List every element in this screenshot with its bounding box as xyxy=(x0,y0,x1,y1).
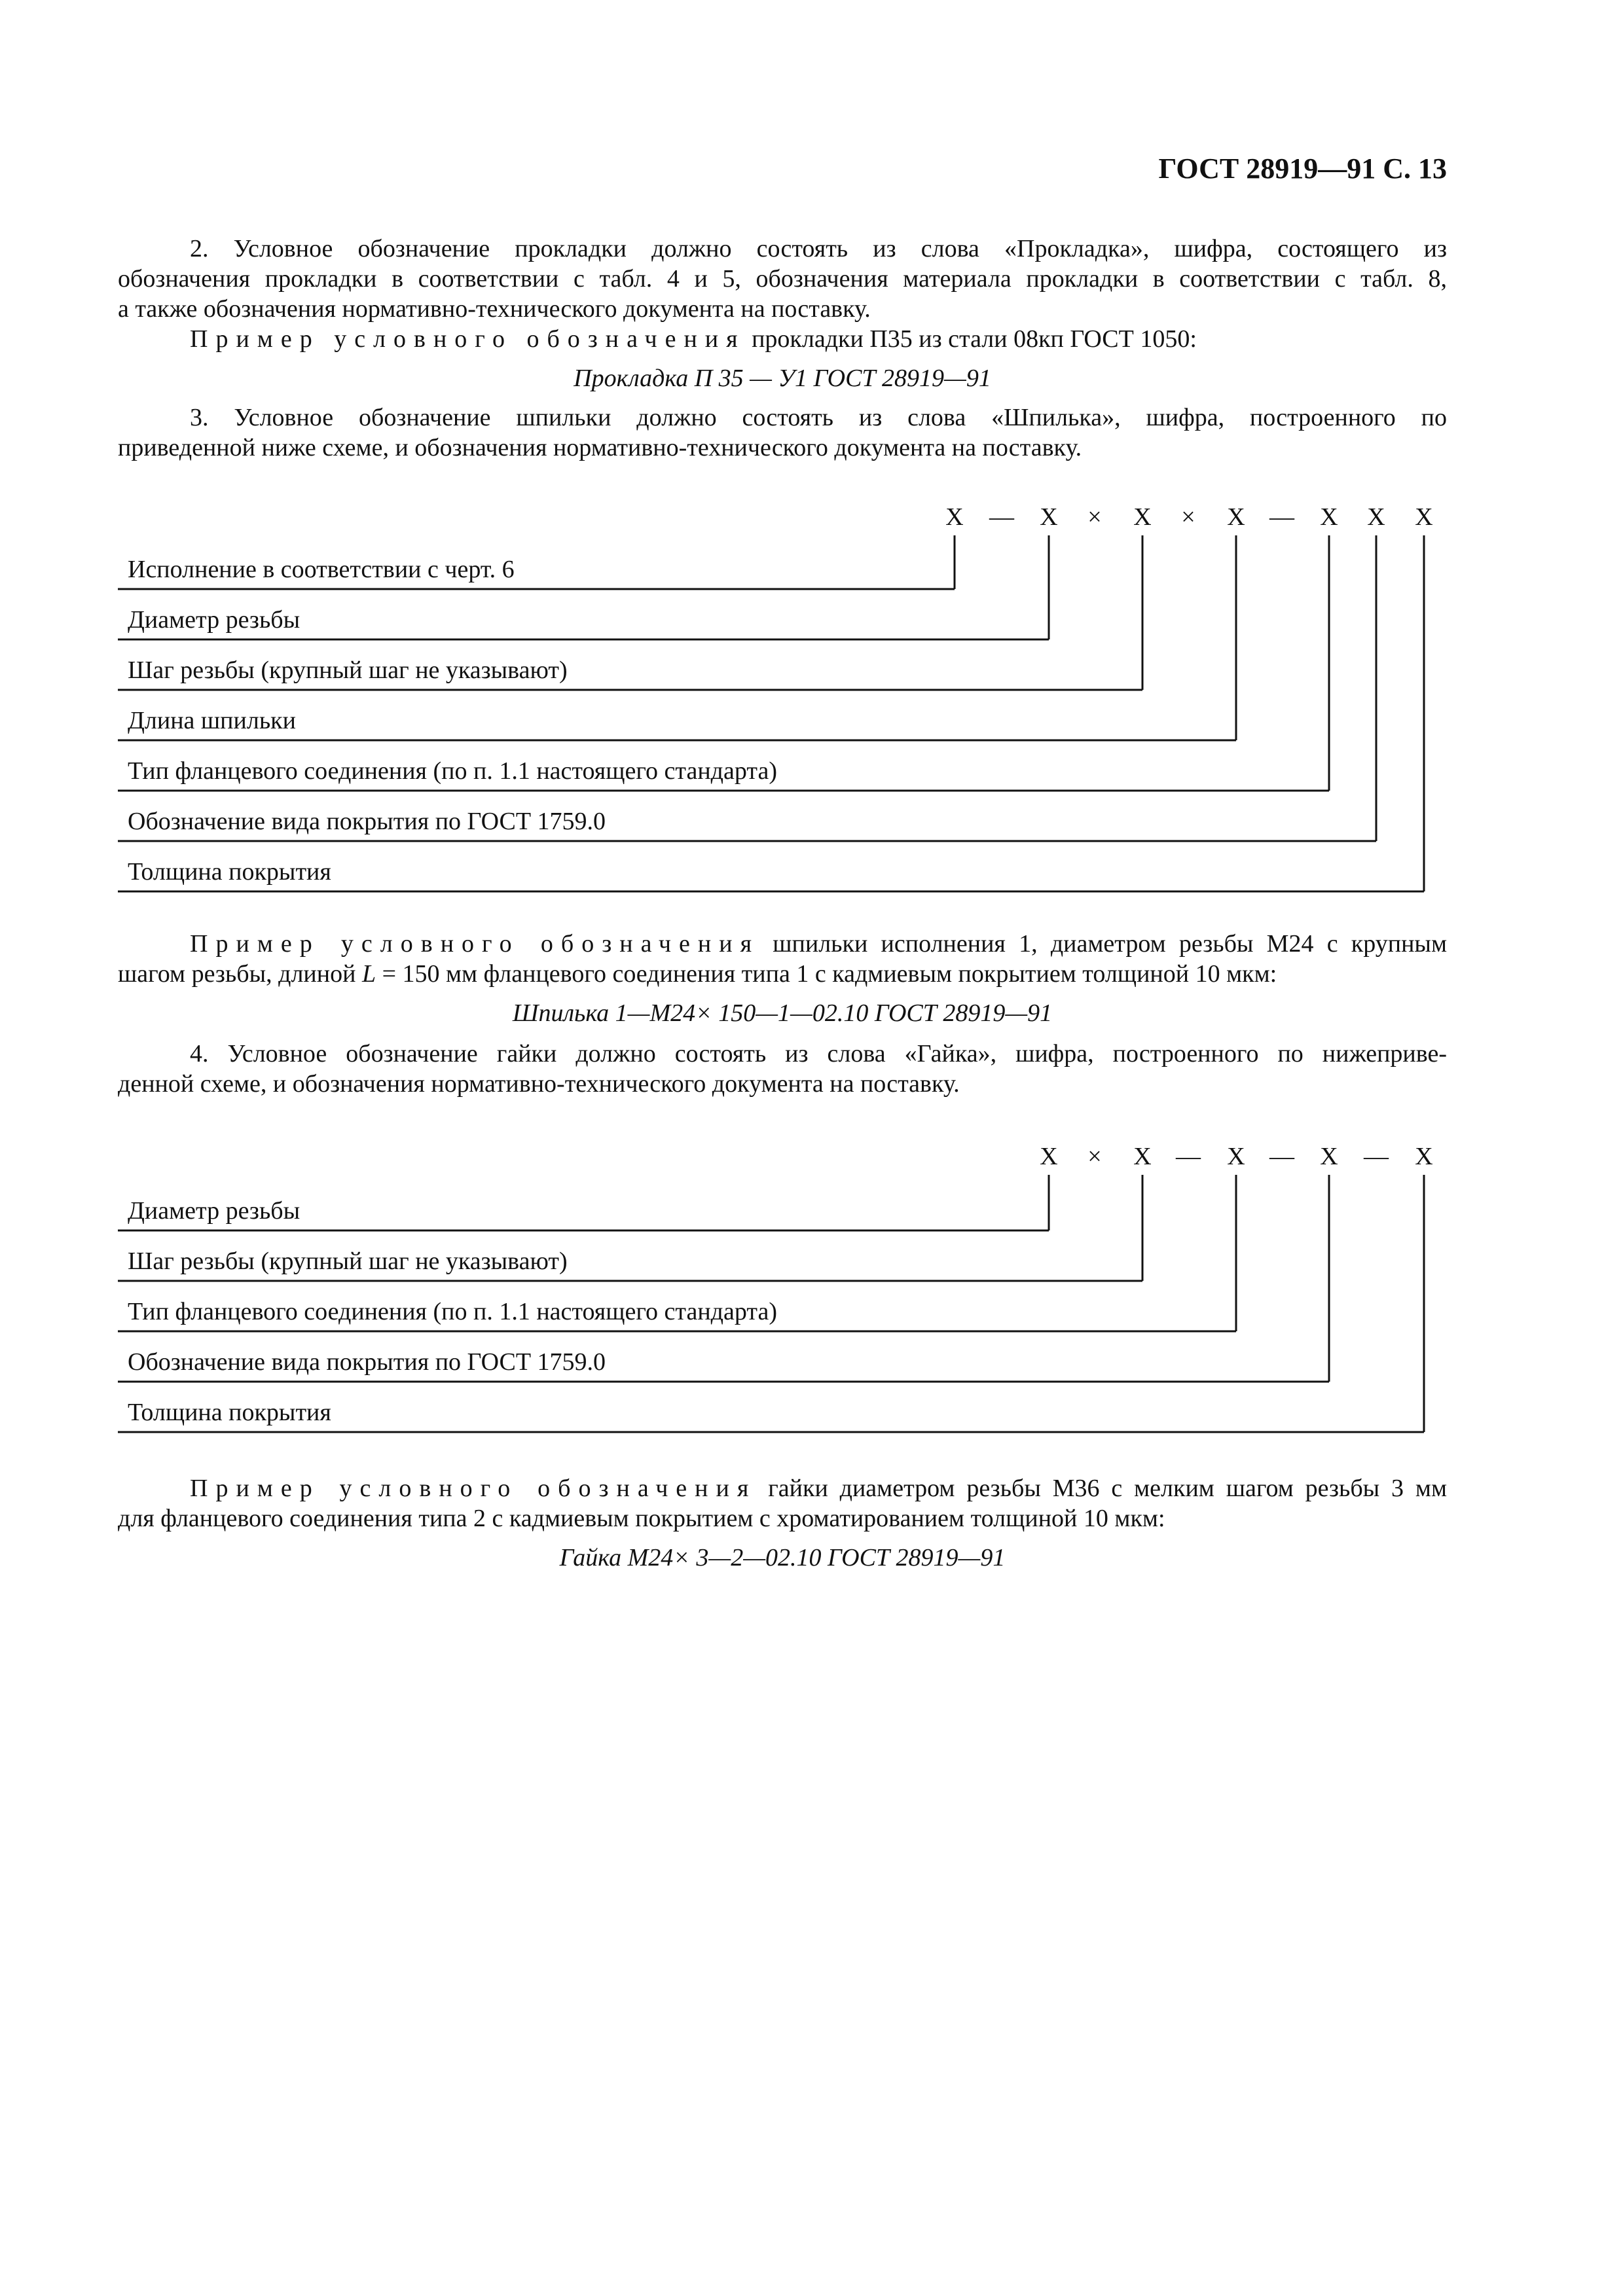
stud-row-label-5: Обозначение вида покрытия по ГОСТ 1759.0 xyxy=(128,808,606,835)
nut-row-label-3: Обозначение вида покрытия по ГОСТ 1759.0 xyxy=(128,1348,606,1376)
nut-symbol-4: X xyxy=(1227,1143,1245,1170)
stud-row-label-6: Толщина покрытия xyxy=(128,858,331,886)
nut-symbol-6: X xyxy=(1320,1143,1338,1170)
example-text: гайки диаметром резьбы М36 с мелким шагом резьбы 3 мм xyxy=(756,1475,1448,1502)
stud-symbol-4: X xyxy=(1133,503,1152,531)
stud-row-label-1: Диаметр резьбы xyxy=(128,606,301,634)
item3-example: Шпилька 1—M24× 150—1—02.10 ГОСТ 28919—91 xyxy=(512,999,1053,1027)
stud-symbol-6: X xyxy=(1227,503,1245,531)
stud-symbol-7: — xyxy=(1269,503,1294,531)
example-text: шагом резьбы, длиной xyxy=(118,960,362,988)
item2-line-3: а также обозначения нормативно-технического документа на поставку. xyxy=(118,295,871,323)
stud-symbol-9: X xyxy=(1367,503,1385,531)
item4-line-1: 4. Условное обозначение гайки должно состоять из слова «Гайка», шифра, построенного по нижеприве- xyxy=(190,1040,1447,1067)
item3-line-2: приведенной ниже схеме, и обозначения нормативно-технического документа на поставку. xyxy=(118,434,1082,461)
example-text: прокладки П35 из стали 08кп ГОСТ 1050: xyxy=(745,325,1197,353)
stud-row-label-3: Длина шпильки xyxy=(128,707,296,734)
stud-symbol-2: X xyxy=(1040,503,1058,531)
nut-symbol-5: — xyxy=(1269,1143,1294,1170)
item3-example-intro xyxy=(190,929,1447,958)
nut-symbol-8: X xyxy=(1415,1143,1433,1170)
example-text: шпильки исполнения 1, диаметром резьбы М24 с крупным xyxy=(759,930,1448,958)
item2-example-intro xyxy=(190,325,1447,353)
item4-line-2: денной схеме, и обозначения нормативно-технического документа на поставку. xyxy=(118,1070,960,1098)
item2-line-1: 2. Условное обозначение прокладки должно состоять из слова «Прокладка», шифра, состоящего из xyxy=(190,235,1447,262)
stud-symbol-0: X xyxy=(945,503,964,531)
item2-line-2: обозначения прокладки в соответствии с табл. 4 и 5, обозначения материала прокладки в соответствии с табл. 8, xyxy=(118,265,1447,293)
nut-row-label-2: Тип фланцевого соединения (по п. 1.1 настоящего стандарта) xyxy=(128,1298,777,1325)
item4-example-line-2: для фланцевого соединения типа 2 с кадмиевым покрытием с хроматированием толщиной 10 мкм: xyxy=(118,1505,1165,1532)
stud-symbol-10: X xyxy=(1415,503,1433,531)
stud-row-label-2: Шаг резьбы (крупный шаг не указывают) xyxy=(128,656,568,684)
stud-row-label-0: Исполнение в соответствии с черт. 6 xyxy=(128,556,515,583)
stud-row-label-4: Тип фланцевого соединения (по п. 1.1 настоящего стандарта) xyxy=(128,757,777,785)
nut-symbol-2: X xyxy=(1133,1143,1152,1170)
nut-symbol-7: — xyxy=(1364,1143,1389,1170)
example-label: Пример условного обозначения xyxy=(190,930,760,958)
example-text: = 150 мм фланцевого соединения типа 1 с кадмиевым покрытием толщиной 10 мкм: xyxy=(376,960,1277,988)
length-variable: L xyxy=(361,960,376,988)
item3-example-line-2 xyxy=(118,960,1447,988)
stud-symbol-3: × xyxy=(1087,503,1102,531)
item4-example-intro xyxy=(190,1474,1447,1503)
item2-example: Прокладка П 35 — У1 ГОСТ 28919—91 xyxy=(574,365,991,392)
stud-symbol-5: × xyxy=(1181,503,1195,531)
page-header: ГОСТ 28919—91 С. 13 xyxy=(1158,152,1447,185)
example-label: Пример условного обозначения xyxy=(190,325,746,353)
item3-line-1: 3. Условное обозначение шпильки должно состоять из слова «Шпилька», шифра, построенного по xyxy=(190,404,1447,431)
item4-example: Гайка М24× 3—2—02.10 ГОСТ 28919—91 xyxy=(559,1544,1006,1571)
stud-symbol-8: X xyxy=(1320,503,1338,531)
nut-symbol-1: × xyxy=(1087,1143,1102,1170)
stud-symbol-1: — xyxy=(989,503,1014,531)
example-label: Пример условного обозначения xyxy=(190,1475,757,1502)
nut-row-label-0: Диаметр резьбы xyxy=(128,1197,301,1225)
nut-symbol-0: X xyxy=(1040,1143,1058,1170)
nut-symbol-3: — xyxy=(1176,1143,1201,1170)
nut-row-label-4: Толщина покрытия xyxy=(128,1399,331,1426)
nut-row-label-1: Шаг резьбы (крупный шаг не указывают) xyxy=(128,1247,568,1275)
